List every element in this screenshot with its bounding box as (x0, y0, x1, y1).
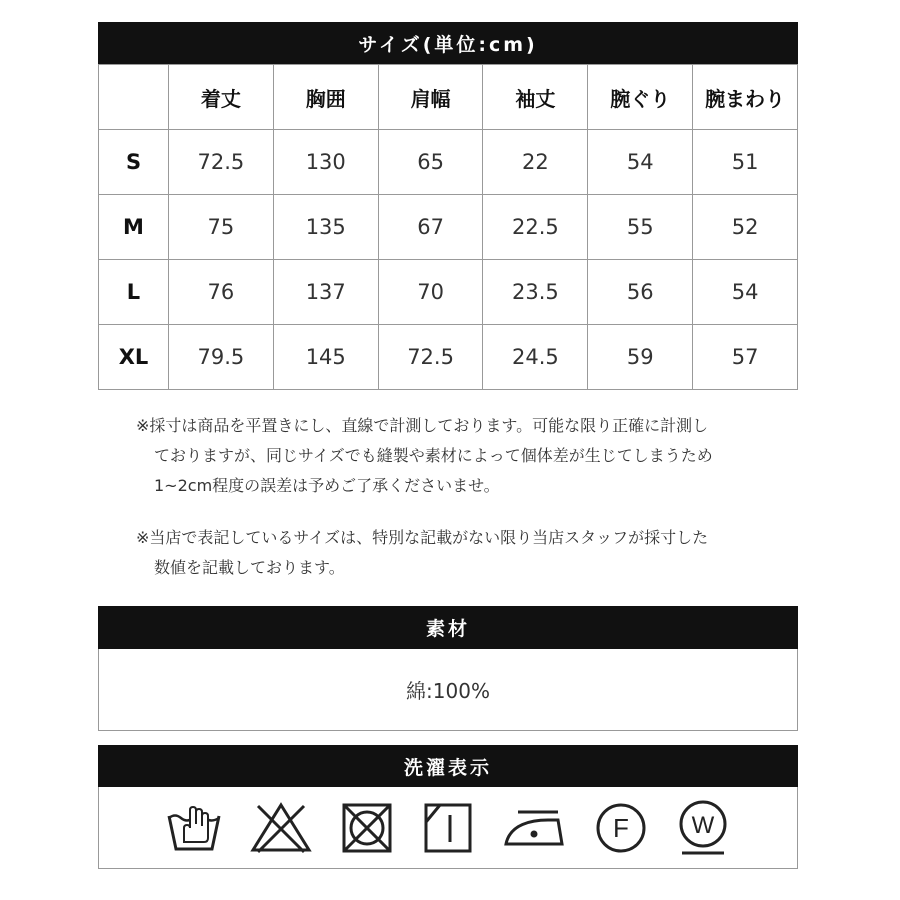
table-cell: 72.5 (378, 325, 483, 390)
hand-wash-icon (166, 802, 222, 854)
table-cell: 24.5 (483, 325, 588, 390)
table-cell: 135 (273, 195, 378, 260)
table-row (99, 325, 798, 390)
material-box (98, 649, 798, 731)
table-cell: 54 (693, 260, 798, 325)
column-header: 腕ぐり (588, 65, 693, 130)
table-cell: 75 (169, 195, 274, 260)
column-header: 腕まわり (693, 65, 798, 130)
size-label: XL (99, 325, 169, 390)
dry-clean-f-icon (594, 801, 648, 855)
table-row (99, 195, 798, 260)
table-cell: 52 (693, 195, 798, 260)
table-cell: 70 (378, 260, 483, 325)
table-cell: 23.5 (483, 260, 588, 325)
table-cell: 22 (483, 130, 588, 195)
size-table (98, 64, 798, 390)
size-label: S (99, 130, 169, 195)
table-cell: 76 (169, 260, 274, 325)
no-tumble-dry-icon (340, 802, 394, 854)
care-section-title (98, 745, 798, 787)
note-line: ※当店で表記しているサイズは、特別な記載がない限り当店スタッフが採寸した (136, 528, 709, 547)
table-cell: 130 (273, 130, 378, 195)
wet-clean-letter: W (691, 811, 715, 839)
table-cell: 67 (378, 195, 483, 260)
table-cell: 57 (693, 325, 798, 390)
no-bleach-icon (250, 802, 312, 854)
table-cell: 137 (273, 260, 378, 325)
note-line: 数値を記載しております。 (154, 558, 345, 577)
dry-clean-letter: F (613, 812, 629, 843)
table-cell: 59 (588, 325, 693, 390)
size-label: L (99, 260, 169, 325)
table-cell: 79.5 (169, 325, 274, 390)
iron-low-icon (502, 802, 566, 854)
table-cell: 72.5 (169, 130, 274, 195)
column-header: 胸囲 (273, 65, 378, 130)
table-cell: 54 (588, 130, 693, 195)
wet-clean-w-icon (676, 798, 730, 858)
table-cell: 22.5 (483, 195, 588, 260)
care-icons-box (98, 787, 798, 869)
table-cell: 56 (588, 260, 693, 325)
material-title-text: 素材 (425, 618, 470, 640)
table-cell: 51 (693, 130, 798, 195)
note-line: ておりますが、同じサイズでも縫製や素材によって個体差が生じてしまうため (154, 446, 713, 465)
note-line: 1~2cm程度の誤差は予めご了承くださいませ。 (154, 476, 500, 495)
table-row (99, 260, 798, 325)
material-section-title (98, 606, 798, 649)
note-line: ※採寸は商品を平置きにし、直線で計測しております。可能な限り正確に計測し (136, 416, 709, 435)
size-section-title (98, 22, 798, 64)
material-value: 綿:100% (406, 679, 490, 703)
measurement-note (136, 411, 816, 501)
table-cell: 145 (273, 325, 378, 390)
drip-dry-icon (422, 802, 474, 854)
column-header: 肩幅 (378, 65, 483, 130)
size-label: M (99, 195, 169, 260)
size-table-corner (99, 65, 169, 130)
table-cell: 65 (378, 130, 483, 195)
size-display-note (136, 523, 816, 583)
table-row (99, 130, 798, 195)
care-title-text: 洗濯表示 (403, 756, 492, 779)
size-title-text: サイズ(単位:cm) (358, 33, 538, 56)
column-header: 袖丈 (483, 65, 588, 130)
size-table-header-row (99, 65, 798, 130)
column-header: 着丈 (169, 65, 274, 130)
table-cell: 55 (588, 195, 693, 260)
